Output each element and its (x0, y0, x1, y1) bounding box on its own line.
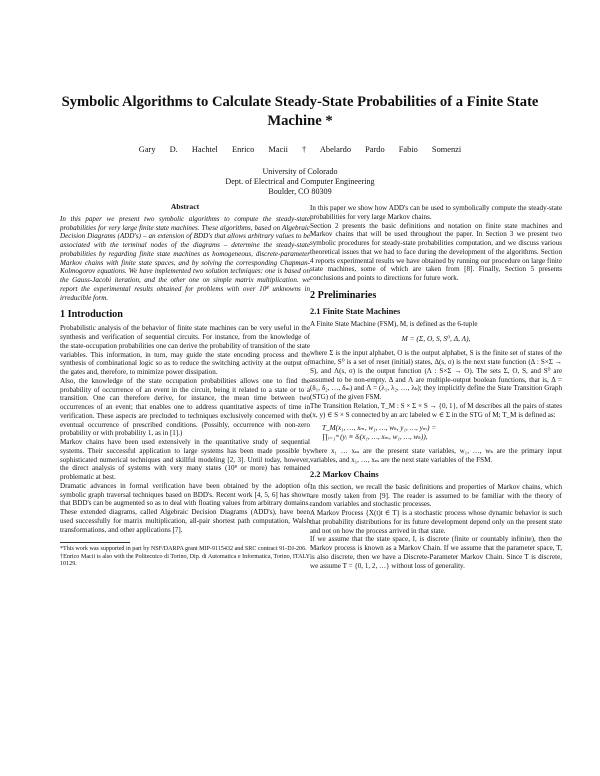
paragraph: where x₁ … xₘ are the present state variables, w₁, …, wₖ are the primary input variables, and x₁, …, xₘ are the next state variables of the FSM. (310, 447, 562, 464)
paragraph: In this section, we recall the basic definitions and properties of Markov chains, which are mostly taken from [9]. The reader is assumed to be familiar with the theory of random variables and stochastic processes. (310, 482, 562, 509)
paragraph: where Σ is the input alphabet, O is the output alphabet, S is the finite set of states of the machine, S⁰ is a set of reset (initial) states, Δ(s, σ) is the next state function (Δ : S×Σ → S), and Λ(s, σ) is the output function (Λ : S×Σ → O). The sets Σ, O, S, and S⁰ are assumed to be non-empty. Δ and Λ are multiple-output boolean functions, that is, Δ = (δ₁, δ₂, …, δₘ) and Λ = (λ₁, λ₂, …, λₖ); they implicitly define the State Transition Graph (STG) of the given FSM. (310, 349, 562, 401)
equation-fsm-tuple: M = (Σ, O, S, S⁰, Δ, Λ), (401, 333, 471, 343)
abstract-heading: Abstract (170, 202, 200, 211)
equation-line: ∏ᵢ₌₁ᵐ (yᵢ ≡ δᵢ(x₁, …, xₘ, w₁, …, wₖ)), (322, 433, 428, 442)
affiliation-line: Dept. of Electrical and Computer Engineering (225, 176, 375, 186)
author: Abelardo Pardo (319, 145, 385, 154)
author-list (40, 145, 560, 154)
paper-title: Symbolic Algorithms to Calculate Steady-State Probabilities of a Finite State Machine * (61, 94, 539, 129)
equation-line: T_M(x₁, …, xₘ, w₁, …, wₖ, y₁, …, yₘ) = (322, 424, 437, 433)
paragraph: Dramatic advances in formal verification have been obtained by the adoption of symbolic graph traversal techniques based on BDD's. Recent work [4, 5, 6] has shown that BDD's can be augmented so as to deal with floating values from arbitrary domains. These extended diagrams, called Algebraic Decision Diagrams (ADD's), have been used successfully for matrix multiplication, all-pair shortest path computation, Walsh transformations, and other applications [7]. (60, 481, 310, 534)
footnote: *This work was supported in part by NSF/DARPA grant MIP-9115432 and SRC contract 91-DJ-206. (60, 546, 307, 553)
footnote-rule (60, 542, 130, 543)
paragraph: If we assume that the state space, I, is discrete (finite or countably infinite), then the Markov process is known as a Markov Chain. If we assume that the parameter space, T, is also discrete, then we have a Discrete-Parameter Markov Chain. Since T is discrete, we assume T = {0, 1, 2, …} without loss of generality. (310, 535, 562, 570)
paragraph: Section 2 presents the basic definitions and notation on finite state machines and Markov chains that will be used throughout the paper. In Section 3 we present two symbolic procedures for steady-state probabilities computation, and we discuss various theoretical issues that we had to face during the development of the algorithms. Section 4 reports experimental results we have obtained by running our procedure on large finite state machines, some of which are taken from [8]. Finally, Section 5 presents conclusions and points to directions for future work. (310, 221, 562, 282)
left-column (60, 203, 310, 569)
affiliation-line: University of Colorado (262, 167, 338, 176)
author: Gary D. Hachtel (138, 145, 218, 154)
affiliation (40, 167, 560, 196)
footnote: †Enrico Macii is also with the Politecnico di Torino, Dip. di Automatica e Informatica, Torino, ITALY 10129. (60, 553, 310, 568)
paragraph: Markov chains have been used extensively in the quantitative study of sequential systems. Their successful application to large systems has been made possible by sophisticated numerical techniques and skillful modeling [2, 3]. Until today, however, the direct analysis of systems with very many states (10⁸ or more) has remained problematic at best. (60, 438, 310, 481)
paragraph: Probabilistic analysis of the behavior of finite state machines can be very useful in the synthesis and verification of sequential circuits. For instance, from the knowledge of the state-occupation probabilities one can derive the probability of transition of the state variables. This information, in turn, may guide the state encoding process and the synthesis of combinational logic so as to reduce the switching activity at the output of the gates and, therefore, to minimize power dissipation. (60, 324, 310, 376)
paragraph: In this paper we show how ADD's can be used to symbolically compute the steady-state probabilities for very large Markov chains. (310, 204, 562, 221)
equation-transition-relation (322, 424, 562, 442)
footnotes (60, 546, 310, 569)
author: Fabio Somenzi (398, 145, 462, 154)
paragraph: The Transition Relation, T_M : S × Σ × S → {0, 1}, of M describes all the pairs of states (x, y) ∈ S × S connected by an arc labeled w ∈ Σ in the STG of M; T_M is defined as: (310, 401, 562, 419)
section-heading-introduction: 1 Introduction (60, 309, 123, 321)
abstract-text: In this paper we present two symbolic algorithms to compute the steady-state probabilities for very large finite state machines. These algorithms, based on Algebraic Decision Diagrams (ADD's) – an extension of BDD's that allows arbitrary values to be associated with the terminal nodes of the diagrams – determine the steady-state probabilities by regarding finite state machines as homogeneous, discrete-parameter Markov chains with finite state spaces, and by solving the corresponding Chapman-Kolmogorov equations. We have implemented two solution techniques: one is based on the Gauss-Jacobi iteration, and the other one on simple matrix multiplication. we report the experimental results obtained for problems with over 10⁸ unknowns in irreducible form. (60, 214, 310, 302)
paragraph: Also, the knowledge of the state occupation probabilities allows one to find the probability of occurrence of an event in the circuit, being it related to a state or to a transition. One can therefore derive, for instance, the mean time between two occurrences of an event; that enables one to address quantitative aspects of time in verification. These aspects are precluded to techniques exclusively concerned with the eventual occurrence of prescribed conditions. (Possibly, occurrence with non-zero probability or with probability 1, as in [1].) (60, 376, 310, 438)
affiliation-line: Boulder, CO 80309 (268, 186, 332, 196)
subsection-heading-markov: 2.2 Markov Chains (310, 469, 379, 479)
section-heading-preliminaries: 2 Preliminaries (310, 289, 377, 301)
paragraph: A Finite State Machine (FSM), M, is defined as the 6-tuple (310, 319, 478, 328)
subsection-heading-fsm: 2.1 Finite State Machines (310, 306, 401, 316)
author: Enrico Macii † (231, 145, 307, 154)
right-column (310, 204, 562, 570)
paragraph: A Markov Process {X(t)t ∈ T} is a stochastic process whose dynamic behavior is such that probability distributions for its future development depend only on the present state and not on how the process arrived in that state. (310, 509, 562, 535)
